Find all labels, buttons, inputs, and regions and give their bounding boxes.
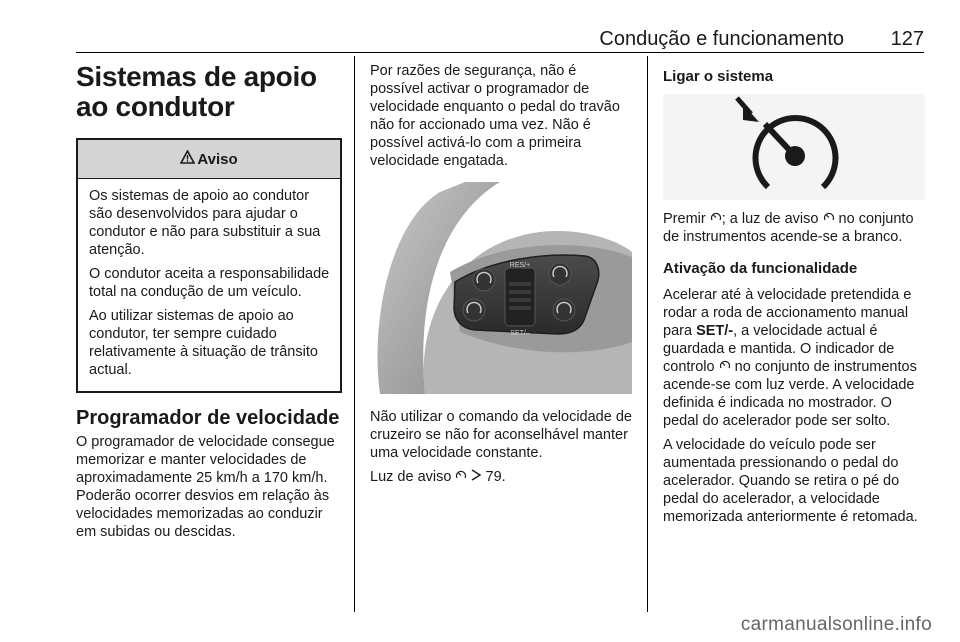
column-divider-1 (354, 56, 355, 612)
text-fragment: ; a luz de aviso (721, 211, 819, 227)
warning-paragraph: Ao utilizar sistemas de apoio ao condutor, ter sempre cuidado relativamente à situação de trânsito actual. (89, 308, 318, 378)
page-number: 127 (890, 28, 924, 50)
section-title: Sistemas de apoio ao condutor (76, 61, 317, 122)
body-paragraph: Por razões de segurança, não é possível activar o programador de velocidade enquanto o pedal do travão não for accionado uma vez. Não é possível activá-lo com a primeira velocidade engatada. (370, 63, 620, 169)
cruise-control-icon (663, 94, 925, 200)
warning-triangle-icon (180, 150, 195, 169)
subsection-heading: Programador de velocidade (76, 407, 340, 429)
warning-box (76, 138, 342, 393)
header-divider (76, 52, 924, 53)
header-title: Condução e funcionamento (599, 28, 844, 50)
subsection-heading: Ativação da funcionalidade (663, 260, 858, 277)
set-control-label: SET/- (696, 323, 734, 339)
column-3 (663, 62, 925, 526)
cruise-control-symbol-icon (719, 359, 731, 375)
cruise-control-symbol-icon (455, 469, 471, 485)
steering-wheel-controls-illustration (370, 182, 632, 394)
text-fragment: , a velocidade actual é guardada e mantida. O indicador de controlo (663, 323, 895, 375)
reference-page: 79. (485, 469, 506, 485)
body-paragraph (663, 286, 925, 430)
res-label: RES/+ (509, 262, 531, 269)
subsection-heading: Ligar o sistema (663, 68, 774, 85)
cruise-control-symbol-icon (710, 211, 722, 227)
warning-header (78, 140, 340, 179)
body-paragraph: A velocidade do veículo pode ser aumentada pressionando o pedal do acelerador. Quando se retira o pé do pedal do acelerador, a velocidade memorizada anteriormente é retomada. (663, 437, 918, 525)
warning-paragraph: O condutor aceita a responsabilidade total na condução de um veículo. (89, 266, 330, 300)
warning-title: Aviso (197, 150, 238, 168)
watermark: carmanualsonline.info (740, 614, 932, 635)
body-paragraph: Não utilizar o comando da velocidade de cruzeiro se não for aconselhável manter uma velocidade constante. (370, 409, 632, 461)
text-fragment: Premir (663, 211, 706, 227)
reference-line (370, 468, 632, 486)
column-1 (76, 62, 342, 541)
text-fragment: no conjunto de instrumentos acende-se a branco. (663, 211, 914, 245)
body-paragraph: O programador de velocidade consegue memorizar e manter velocidades de aproximadamente 25 km/h a 170 km/h. Poderão ocorrer desvios em relação às velocidades memorizadas ao conduzir em subidas ou descidas. (76, 434, 335, 540)
text-fragment: no conjunto de instrumentos acende-se com luz verde. A velocidade definida é indicada no mostrador. O pedal do acelerador pode ser solto. (663, 359, 917, 429)
body-paragraph (663, 210, 925, 246)
text-fragment: Acelerar até à velocidade pretendida e rodar a roda de accionamento manual para (663, 287, 912, 339)
cruise-control-symbol-icon (823, 211, 835, 227)
column-2 (370, 62, 632, 486)
reference-arrow-icon (471, 469, 485, 485)
column-divider-2 (647, 56, 648, 612)
warning-paragraph: Os sistemas de apoio ao condutor são desenvolvidos para ajudar o condutor e não para substituir a sua atenção. (89, 188, 321, 258)
warning-body (78, 179, 340, 391)
set-label: SET/– (510, 330, 530, 337)
reference-text: Luz de aviso (370, 469, 452, 485)
